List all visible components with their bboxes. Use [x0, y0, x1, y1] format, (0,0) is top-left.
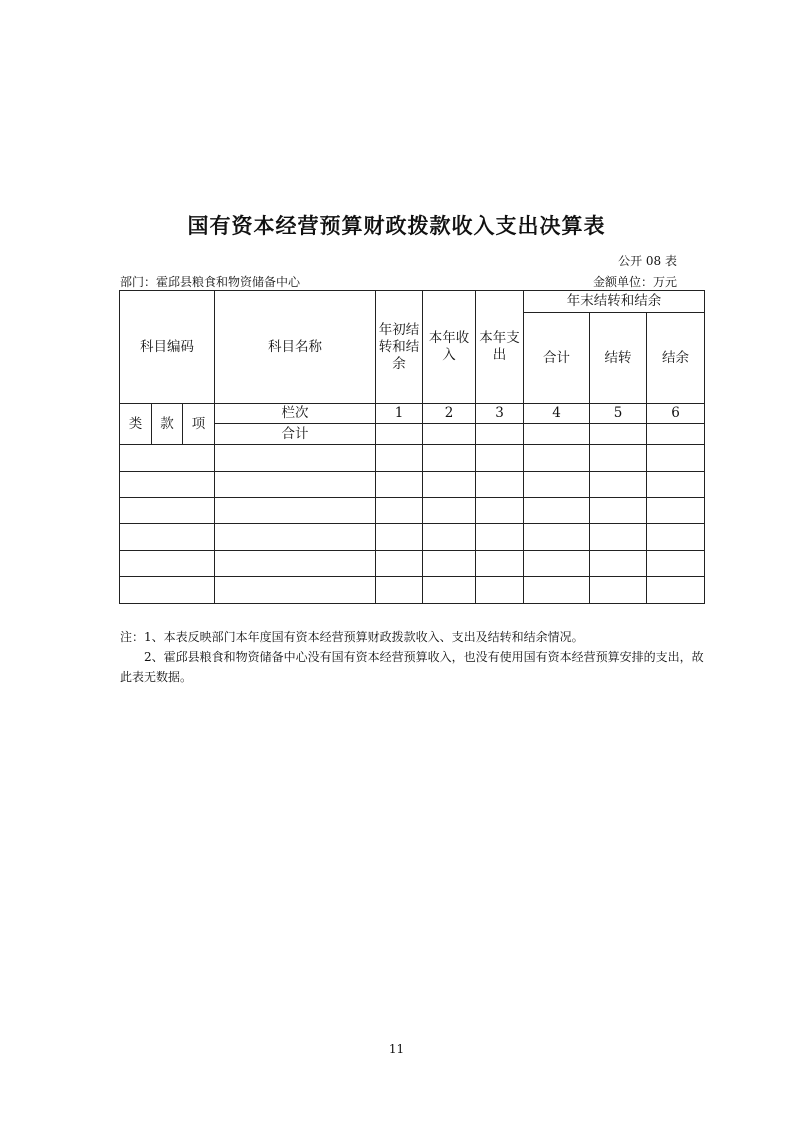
table-cell	[423, 577, 476, 604]
table-cell	[376, 498, 423, 524]
table-cell	[647, 577, 705, 604]
table-cell	[423, 524, 476, 551]
table-cell	[376, 524, 423, 551]
table-cell	[524, 424, 590, 445]
table-cell	[120, 445, 215, 472]
table-cell	[524, 551, 590, 577]
table-cell	[476, 551, 524, 577]
row-index-3: 3	[476, 404, 524, 424]
table-row	[120, 577, 705, 604]
table-cell	[215, 524, 376, 551]
table-cell	[376, 445, 423, 472]
table-cell	[590, 445, 647, 472]
header-year-end-total: 合计	[524, 313, 590, 404]
table-cell	[524, 498, 590, 524]
budget-table	[119, 290, 705, 604]
table-row	[120, 551, 705, 577]
header-year-end-surplus: 结余	[647, 313, 705, 404]
table-cell	[423, 498, 476, 524]
header-subject-code: 科目编码	[120, 291, 215, 404]
table-row	[120, 445, 705, 472]
row-total-label: 合计	[215, 424, 376, 445]
table-cell	[647, 498, 705, 524]
notes	[120, 627, 705, 687]
table-cell	[423, 445, 476, 472]
table-cell	[120, 524, 215, 551]
table-cell	[423, 551, 476, 577]
header-code-section: 款	[152, 404, 183, 445]
table-cell	[524, 524, 590, 551]
table-cell	[120, 577, 215, 604]
header-code-item: 项	[183, 404, 215, 445]
table-cell	[376, 551, 423, 577]
table-cell	[524, 445, 590, 472]
table-cell	[423, 472, 476, 498]
table-cell	[476, 445, 524, 472]
row-index-6: 6	[647, 404, 705, 424]
header-begin-balance: 年初结转和结余	[376, 291, 423, 404]
row-index-2: 2	[423, 404, 476, 424]
table-cell	[647, 551, 705, 577]
table-cell	[215, 445, 376, 472]
header-year-income: 本年收入	[423, 291, 476, 404]
amount-unit-label: 金额单位：万元	[592, 275, 677, 289]
header-year-end-carryover: 结转	[590, 313, 647, 404]
table-cell	[120, 498, 215, 524]
header-year-end-balance: 年末结转和结余	[524, 291, 705, 313]
table-cell	[647, 472, 705, 498]
page-number: 11	[388, 1042, 405, 1056]
table-cell	[376, 472, 423, 498]
table-cell	[590, 551, 647, 577]
row-index-1: 1	[376, 404, 423, 424]
table-cell	[524, 577, 590, 604]
table-cell	[647, 424, 705, 445]
form-number: 公开 08 表	[618, 254, 677, 268]
row-index-4: 4	[524, 404, 590, 424]
document-title: 国有资本经营预算财政拨款收入支出决算表	[187, 214, 606, 238]
row-index-5: 5	[590, 404, 647, 424]
row-index-label: 栏次	[215, 404, 376, 424]
table-row	[120, 472, 705, 498]
table-cell	[590, 472, 647, 498]
table-cell	[647, 445, 705, 472]
department-label: 部门：霍邱县粮食和物资储备中心	[120, 275, 301, 289]
table-cell	[215, 551, 376, 577]
table-cell	[120, 472, 215, 498]
table-cell	[376, 577, 423, 604]
table-cell	[476, 577, 524, 604]
table-cell	[120, 551, 215, 577]
header-code-class: 类	[120, 404, 152, 445]
table-cell	[215, 577, 376, 604]
table-row	[120, 524, 705, 551]
table-cell	[590, 524, 647, 551]
table-cell	[524, 472, 590, 498]
note-2: 2、霍邱县粮食和物资储备中心没有国有资本经营预算收入，也没有使用国有资本经营预算安排的支出，故此表无数据。	[120, 650, 704, 684]
header-year-expense: 本年支出	[476, 291, 524, 404]
note-1: 注：1、本表反映部门本年度国有资本经营预算财政拨款收入、支出及结转和结余情况。	[120, 630, 584, 644]
table-cell	[590, 424, 647, 445]
table-cell	[215, 472, 376, 498]
header-subject-name: 科目名称	[215, 291, 376, 404]
table-cell	[476, 472, 524, 498]
table-cell	[423, 424, 476, 445]
table-cell	[590, 577, 647, 604]
table-cell	[376, 424, 423, 445]
table-cell	[215, 498, 376, 524]
table-cell	[476, 498, 524, 524]
table-cell	[476, 424, 524, 445]
table-row	[120, 498, 705, 524]
table-cell	[476, 524, 524, 551]
table-cell	[590, 498, 647, 524]
table-cell	[647, 524, 705, 551]
